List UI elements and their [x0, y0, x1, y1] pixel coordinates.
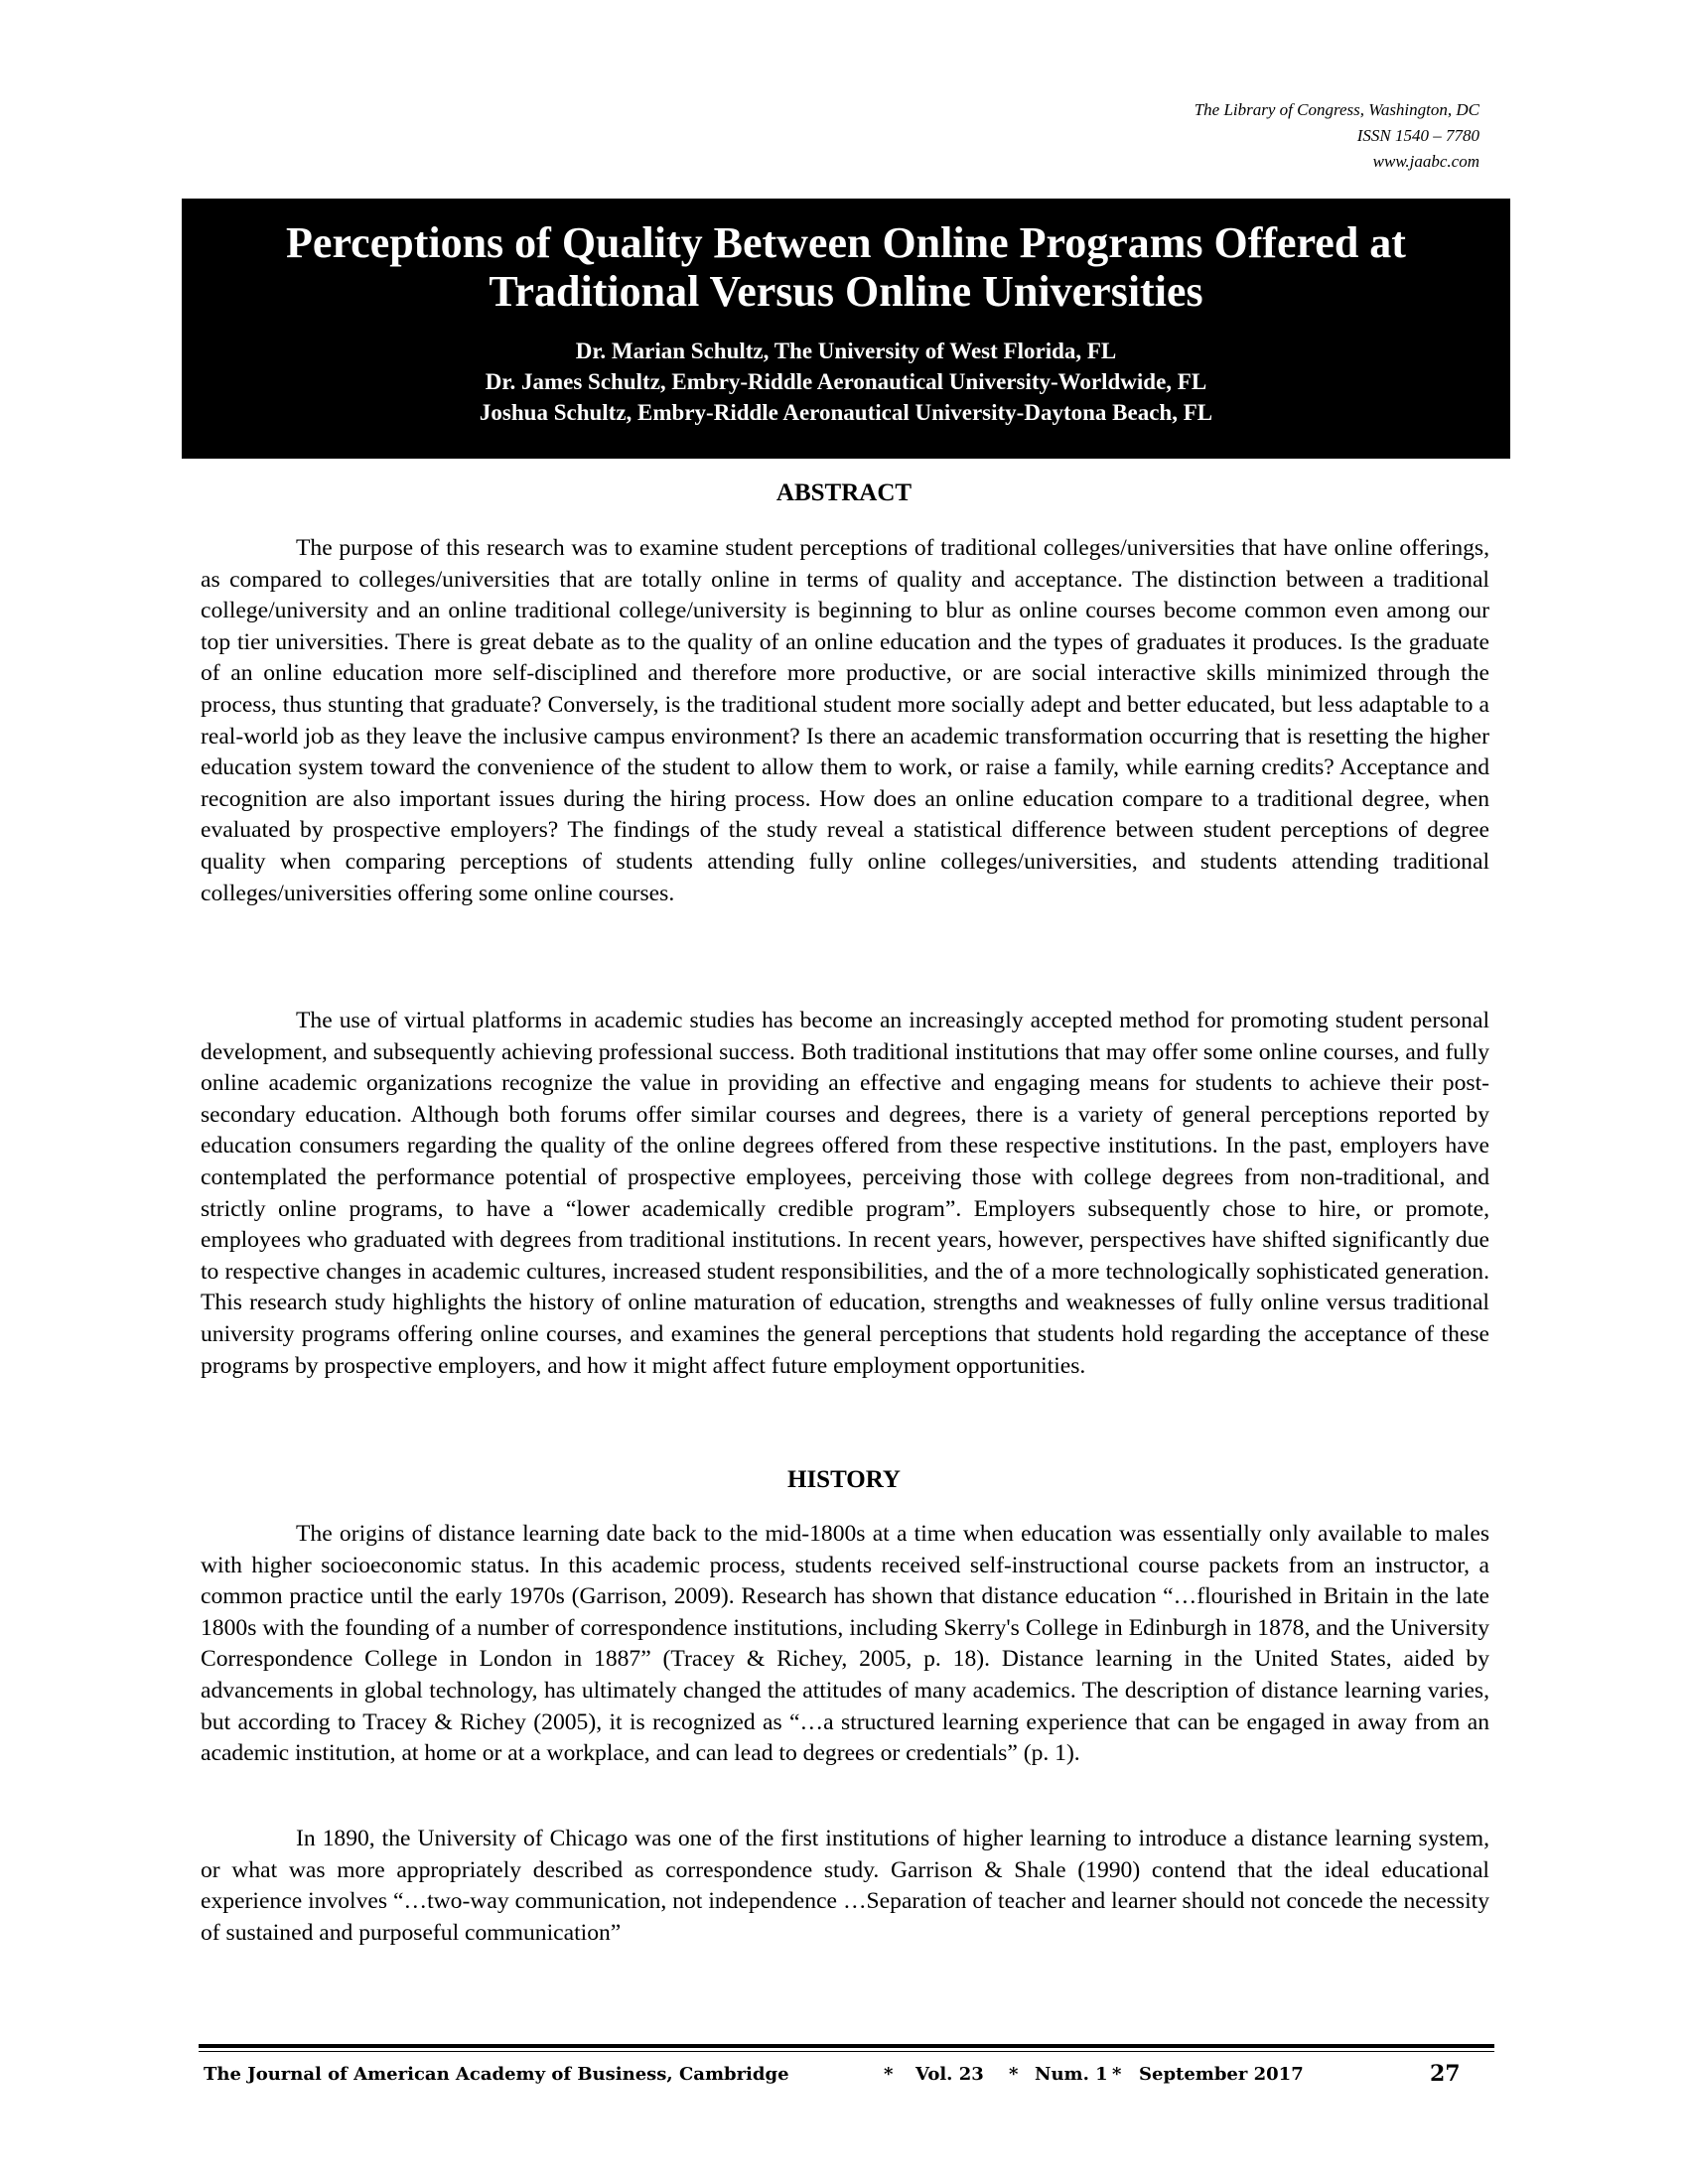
footer-rule-thin	[199, 2051, 1494, 2052]
author-line: Dr. James Schultz, Embry-Riddle Aeronautical University-Worldwide, FL	[485, 369, 1207, 394]
footer-rule-thick	[199, 2044, 1494, 2048]
footer-date: September 2017	[1139, 2064, 1304, 2085]
page-number: 27	[1430, 2061, 1461, 2087]
body-paragraph: The use of virtual platforms in academic studies has become an increasingly accepted method for promoting student personal development, and subsequently achieving professional success. Both traditional institutions that may offer some online courses, and fully online academic organizations recognize the value in providing an effective and engaging means for students to achieve their post-secondary education. Although both forums offer similar courses and degrees, there is a variety of general perceptions reported by education consumers regarding the quality of the online degrees offered from these respective institutions. In the past, employers have contemplated the performance potential of prospective employees, perceiving those with college degrees from non-traditional, and strictly online programs, to have a “lower academically credible program”. Employers subsequently chose to hire, or promote, employees who graduated with degrees from traditional institutions. In recent years, however, perspectives have shifted significantly due to respective changes in academic cultures, increased student responsibilities, and the of a more technologically sophisticated generation. This research study highlights the history of online maturation of education, strengths and weaknesses of fully online versus traditional university programs offering online courses, and examines the general perceptions that students hold regarding the acceptance of these programs by prospective employers, and how it might affect future employment opportunities.	[201, 1008, 1489, 1379]
title-banner	[182, 199, 1510, 459]
author-list	[182, 336, 1510, 428]
footer-separator: *	[1009, 2064, 1019, 2085]
abstract-paragraph: The purpose of this research was to examine student perceptions of traditional colleges/universities that have online offerings, as compared to colleges/universities that are totally online in terms of quality and acceptance. The distinction between a traditional college/university and an online traditional college/university is beginning to blur as online courses become common even among our top tier universities. There is great debate as to the quality of an online education and the types of graduates it produces. Is the graduate of an online education more self-disciplined and therefore more productive, or are social interactive skills minimized through the process, thus stunting that graduate? Conversely, is the traditional student more socially adept and better educated, but less adaptable to a real-world job as they leave the inclusive campus environment? Is there an academic transformation occurring that is resetting the higher education system toward the convenience of the student to allow them to work, or raise a family, while earning credits? Acceptance and recognition are also important issues during the hiring process. How does an online education compare to a traditional degree, when evaluated by prospective employers? The findings of the study reveal a statistical difference between student perceptions of degree quality when comparing perceptions of students attending fully online colleges/universities, and students attending traditional colleges/universities offering some online courses.	[201, 535, 1489, 906]
footer-volume: Vol. 23	[915, 2064, 984, 2085]
footer-journal-name: The Journal of American Academy of Business, Cambridge	[204, 2064, 789, 2085]
footer-separator: *	[1112, 2064, 1122, 2085]
journal-masthead	[1195, 97, 1479, 175]
author-line: Dr. Marian Schultz, The University of West Florida, FL	[575, 339, 1117, 363]
body-paragraph: The origins of distance learning date back to the mid-1800s at a time when education was essentially only available to males with higher socioeconomic status. In this academic process, students received self-instructional course packets from an instructor, a common practice until the early 1970s (Garrison, 2009). Research has shown that distance education “…flourished in Britain in the late 1800s with the founding of a number of correspondence institutions, including Skerry's College in Edinburgh in 1878, and the University Correspondence College in London in 1887” (Tracey & Richey, 2005, p. 18). Distance learning in the United States, aided by advancements in global technology, has ultimately changed the attitudes of many academics. The description of distance learning varies, but according to Tracey & Richey (2005), it is recognized as “…a structured learning experience that can be engaged in away from an academic institution, at home or at a workplace, and can lead to degrees or credentials” (p. 1).	[201, 1521, 1489, 1767]
issn-line: ISSN 1540 – 7780	[1356, 126, 1479, 145]
publisher-line: The Library of Congress, Washington, DC	[1194, 100, 1479, 119]
abstract-heading: ABSTRACT	[775, 479, 913, 506]
page-footer	[199, 2056, 1494, 2096]
website-line: www.jaabc.com	[1372, 152, 1479, 171]
footer-separator: *	[884, 2064, 894, 2085]
paper-title: Perceptions of Quality Between Online Programs Offered at Traditional Versus Online Universities	[286, 218, 1406, 316]
author-line: Joshua Schultz, Embry-Riddle Aeronautical University-Daytona Beach, FL	[479, 400, 1213, 425]
footer-number: Num. 1	[1035, 2064, 1108, 2085]
body-paragraph: In 1890, the University of Chicago was one of the first institutions of higher learning to introduce a distance learning system, or what was more appropriately described as correspondence study. Garrison & Shale (1990) contend that the ideal educational experience involves “…two-way communication, not independence …Separation of teacher and learner should not concede the necessity of sustained and purposeful communication”	[201, 1826, 1489, 1946]
history-heading: HISTORY	[787, 1466, 901, 1493]
